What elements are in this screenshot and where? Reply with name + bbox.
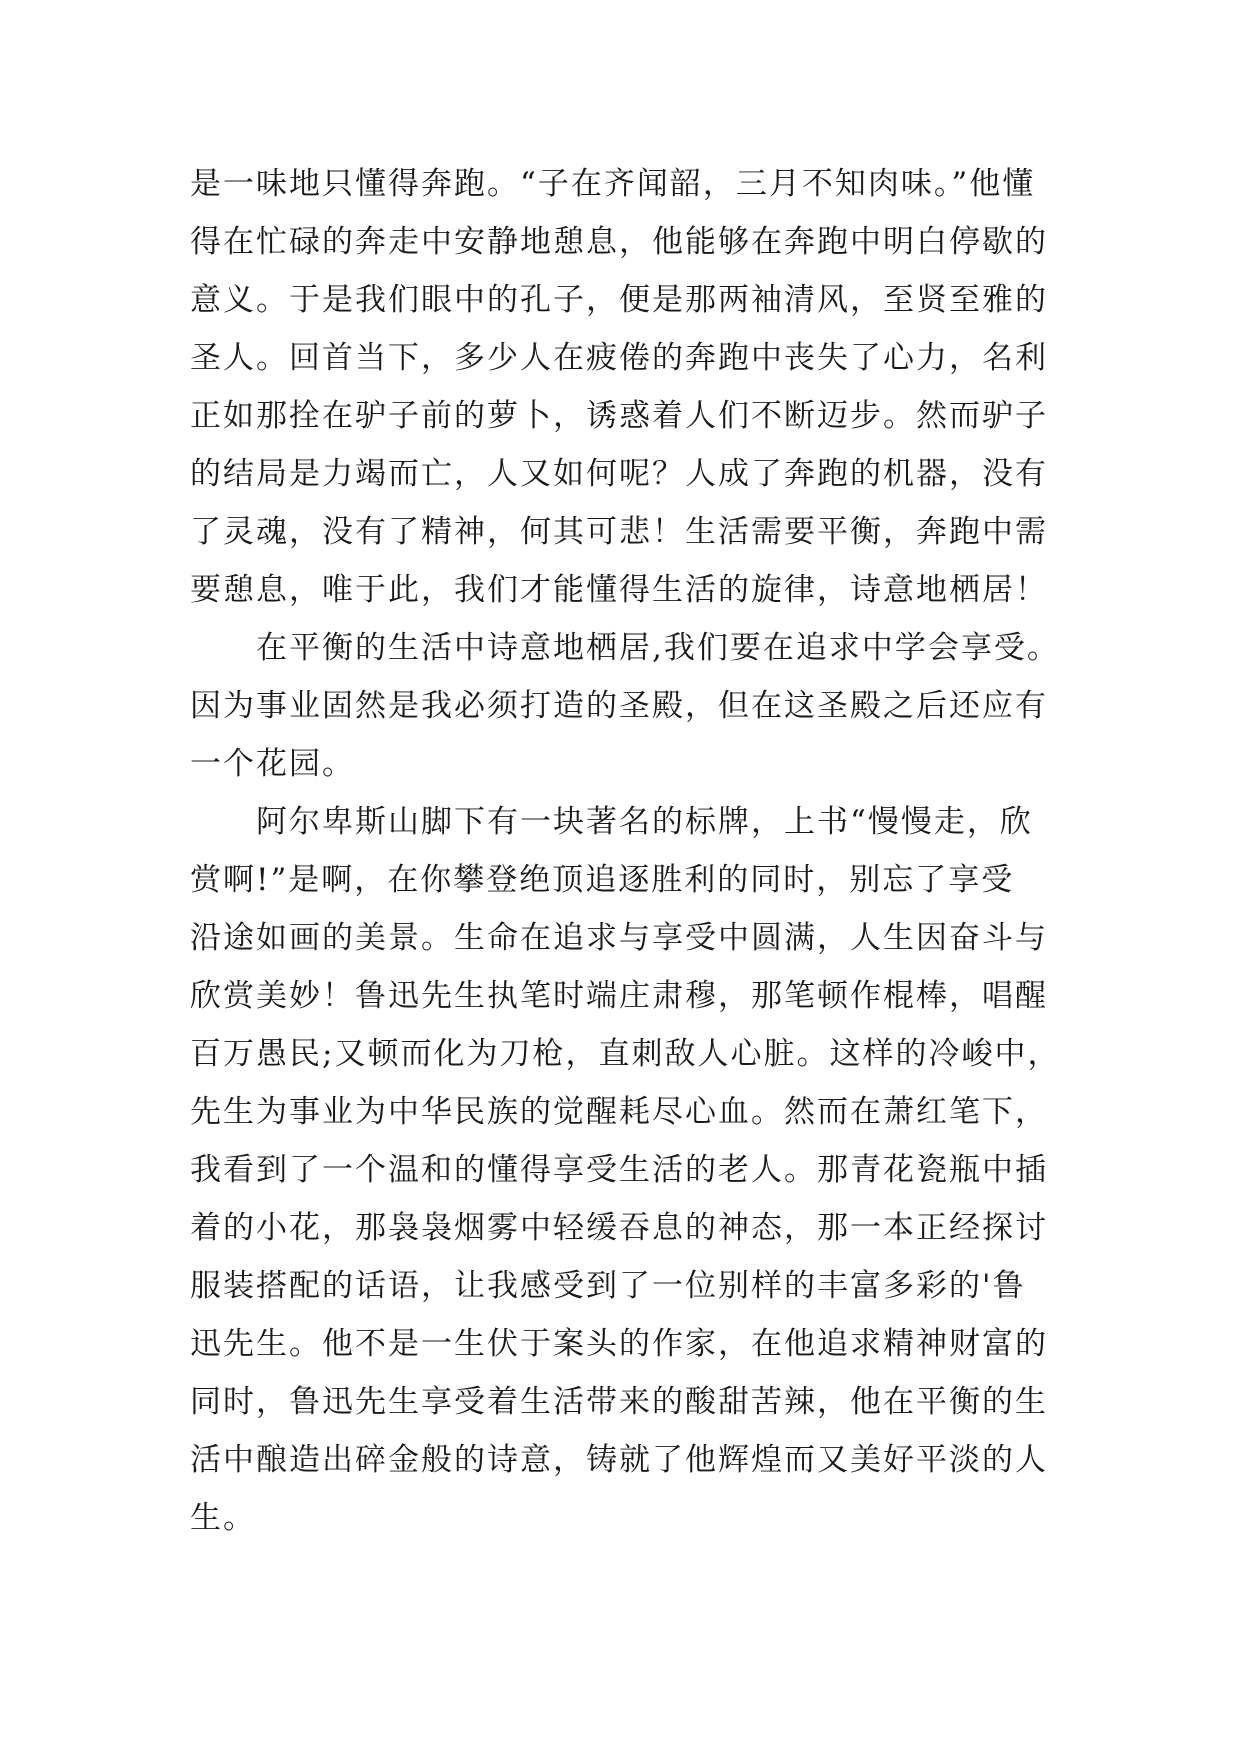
document-body (190, 155, 1065, 1547)
paragraph-1 (190, 155, 1065, 619)
text-line: 的结局是力竭而亡，人又如何呢？人成了奔跑的机器，没有 (190, 456, 1048, 492)
text-line: 迅先生。他不是一生伏于案头的作家，在他追求精神财富的 (190, 1326, 1048, 1362)
text-line: 欣赏美妙！鲁迅先生执笔时端庄肃穆，那笔顿作棍棒，唱醒 (190, 978, 1048, 1014)
text-line: 要憩息，唯于此，我们才能懂得生活的旋律，诗意地栖居！ (190, 572, 1048, 608)
paragraph-3 (190, 793, 1065, 1547)
text-line: 同时，鲁迅先生享受着生活带来的酸甜苦辣，他在平衡的生 (190, 1384, 1048, 1420)
text-line: 在平衡的生活中诗意地栖居,我们要在追求中学会享受。 (190, 630, 1060, 666)
text-line: 百万愚民;又顿而化为刀枪，直刺敌人心脏。这样的冷峻中， (190, 1036, 1061, 1072)
paragraph-2 (190, 619, 1065, 793)
text-line: 服装搭配的话语，让我感受到了一位别样的丰富多彩的'鲁 (190, 1268, 1026, 1304)
text-line: 赏啊!”是啊，在你攀登绝顶追逐胜利的同时，别忘了享受 (190, 862, 1015, 898)
text-line: 我看到了一个温和的懂得享受生活的老人。那青花瓷瓶中插 (190, 1152, 1048, 1188)
text-line: 了灵魂，没有了精神，何其可悲！生活需要平衡，奔跑中需 (190, 514, 1048, 550)
text-line: 沿途如画的美景。生命在追求与享受中圆满，人生因奋斗与 (190, 920, 1048, 956)
text-line: 正如那拴在驴子前的萝卜，诱惑着人们不断迈步。然而驴子 (190, 398, 1048, 434)
text-line: 意义。于是我们眼中的孔子，便是那两袖清风，至贤至雅的 (190, 282, 1048, 318)
text-line: 先生为事业为中华民族的觉醒耗尽心血。然而在萧红笔下， (190, 1094, 1048, 1130)
text-line: 圣人。回首当下，多少人在疲倦的奔跑中丧失了心力，名利 (190, 340, 1048, 376)
text-line: 得在忙碌的奔走中安静地憩息，他能够在奔跑中明白停歇的 (190, 224, 1048, 260)
text-line: 是一味地只懂得奔跑。“子在齐闻韶，三月不知肉味。”他懂 (190, 166, 1036, 202)
text-line: 生。 (190, 1500, 256, 1536)
text-line: 一个花园。 (190, 746, 355, 782)
text-line: 因为事业固然是我必须打造的圣殿，但在这圣殿之后还应有 (190, 688, 1048, 724)
text-line: 着的小花，那袅袅烟雾中轻缓吞息的神态，那一本正经探讨 (190, 1210, 1048, 1246)
text-line: 阿尔卑斯山脚下有一块著名的标牌，上书“慢慢走，欣 (190, 804, 1033, 840)
text-line: 活中酿造出碎金般的诗意，铸就了他辉煌而又美好平淡的人 (190, 1442, 1048, 1478)
